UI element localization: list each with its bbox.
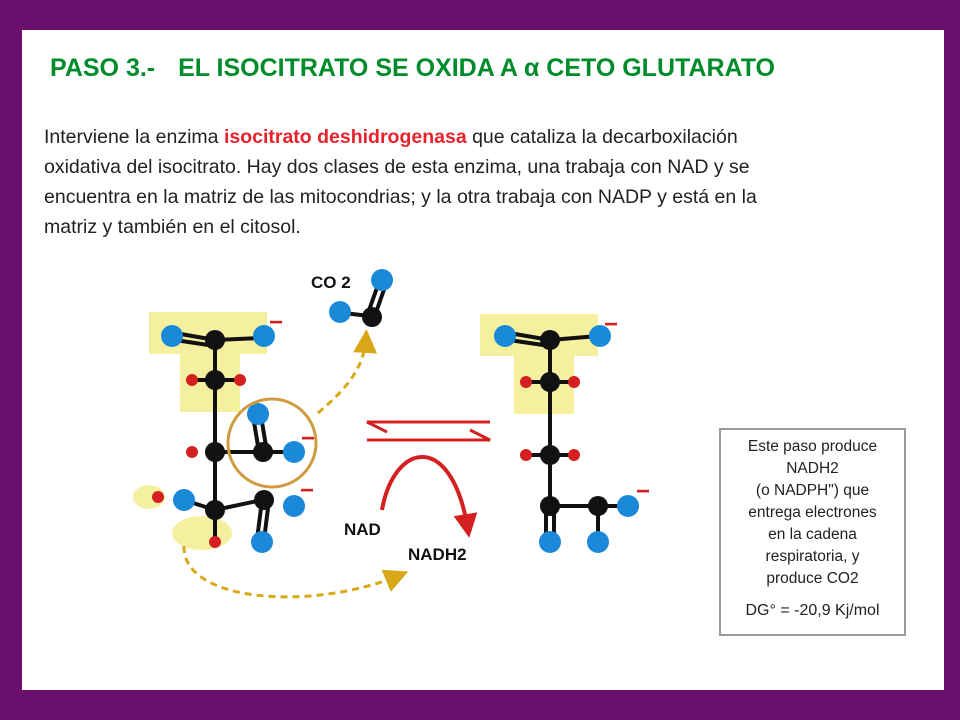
info-line: NADH2 bbox=[786, 460, 839, 477]
title-main: EL ISOCITRATO SE OXIDA A bbox=[178, 54, 518, 82]
hydrogen-atom bbox=[234, 374, 246, 386]
charge-label: − bbox=[301, 425, 316, 452]
carbon-atom bbox=[540, 496, 560, 516]
slide bbox=[22, 30, 944, 690]
info-box bbox=[719, 428, 906, 636]
oxygen-atom bbox=[329, 301, 351, 323]
charge-label: − bbox=[636, 478, 651, 505]
hydrogen-atom bbox=[568, 376, 580, 388]
hydrogen-atom bbox=[568, 449, 580, 461]
co2-label: CO 2 bbox=[311, 273, 351, 292]
hydrogen-atom bbox=[520, 376, 532, 388]
info-line: entrega electrones bbox=[748, 504, 877, 521]
hydrogen-atom bbox=[520, 449, 532, 461]
oxygen-atom bbox=[494, 325, 516, 347]
carbon-atom bbox=[362, 307, 382, 327]
hydrogen-atom bbox=[186, 446, 198, 458]
intro-before: Interviene la enzima bbox=[44, 126, 224, 148]
enzyme-name: isocitrato deshidrogenasa bbox=[223, 126, 467, 148]
carbon-atom bbox=[540, 445, 560, 465]
hydrogen-atom bbox=[186, 374, 198, 386]
nad-label: NAD bbox=[344, 520, 381, 539]
carbon-atom bbox=[253, 442, 273, 462]
hydrogen-atom bbox=[209, 536, 221, 548]
info-line: produce CO2 bbox=[766, 570, 859, 587]
carbon-atom bbox=[205, 370, 225, 390]
info-line: Este paso produce bbox=[747, 438, 878, 455]
nad-cofactor-arrow bbox=[382, 457, 468, 530]
oxygen-atom bbox=[371, 269, 393, 291]
carbon-atom bbox=[588, 496, 608, 516]
info-line: respiratoria, y bbox=[765, 548, 860, 565]
highlight-lower-right bbox=[172, 516, 232, 550]
oxygen-atom bbox=[251, 531, 273, 553]
oxygen-atom bbox=[161, 325, 183, 347]
info-line: (o NADPH") que bbox=[755, 482, 870, 499]
carbon-atom bbox=[540, 372, 560, 392]
hydrogen-atom bbox=[152, 491, 164, 503]
delta-g-value: DG° = -20,9 Kj/mol bbox=[745, 602, 880, 619]
oxygen-atom bbox=[539, 531, 561, 553]
title-greek: α bbox=[523, 54, 540, 82]
charge-label: − bbox=[269, 309, 284, 336]
carbon-atom bbox=[205, 500, 225, 520]
info-line: en la cadena bbox=[768, 526, 857, 543]
alpha-ketoglutarate-molecule bbox=[480, 311, 650, 553]
charge-label: − bbox=[300, 477, 315, 504]
co2-release-arrow bbox=[318, 338, 366, 413]
nadh2-label: NADH2 bbox=[408, 545, 467, 564]
hydrogen-transfer-arrow bbox=[184, 546, 400, 597]
charge-label: − bbox=[604, 311, 619, 338]
title-step: PASO 3.- bbox=[50, 54, 156, 82]
carbon-atom bbox=[540, 330, 560, 350]
carbon-atom bbox=[254, 490, 274, 510]
title-end: CETO GLUTARATO bbox=[546, 54, 775, 82]
oxygen-atom bbox=[587, 531, 609, 553]
carbon-atom bbox=[205, 442, 225, 462]
oxygen-atom bbox=[173, 489, 195, 511]
carbon-atom bbox=[205, 330, 225, 350]
co2-molecule bbox=[311, 269, 393, 327]
isocitrate-molecule bbox=[133, 309, 316, 553]
intro-after: que cataliza la decarboxilación oxidativa del isocitrato. Hay dos clases de esta enzima, una trabaja con NAD y se encuentra en la matriz de las mitocondrias; y la otra trabaja con NADP y está en la matriz y también en el citosol. bbox=[44, 126, 757, 238]
